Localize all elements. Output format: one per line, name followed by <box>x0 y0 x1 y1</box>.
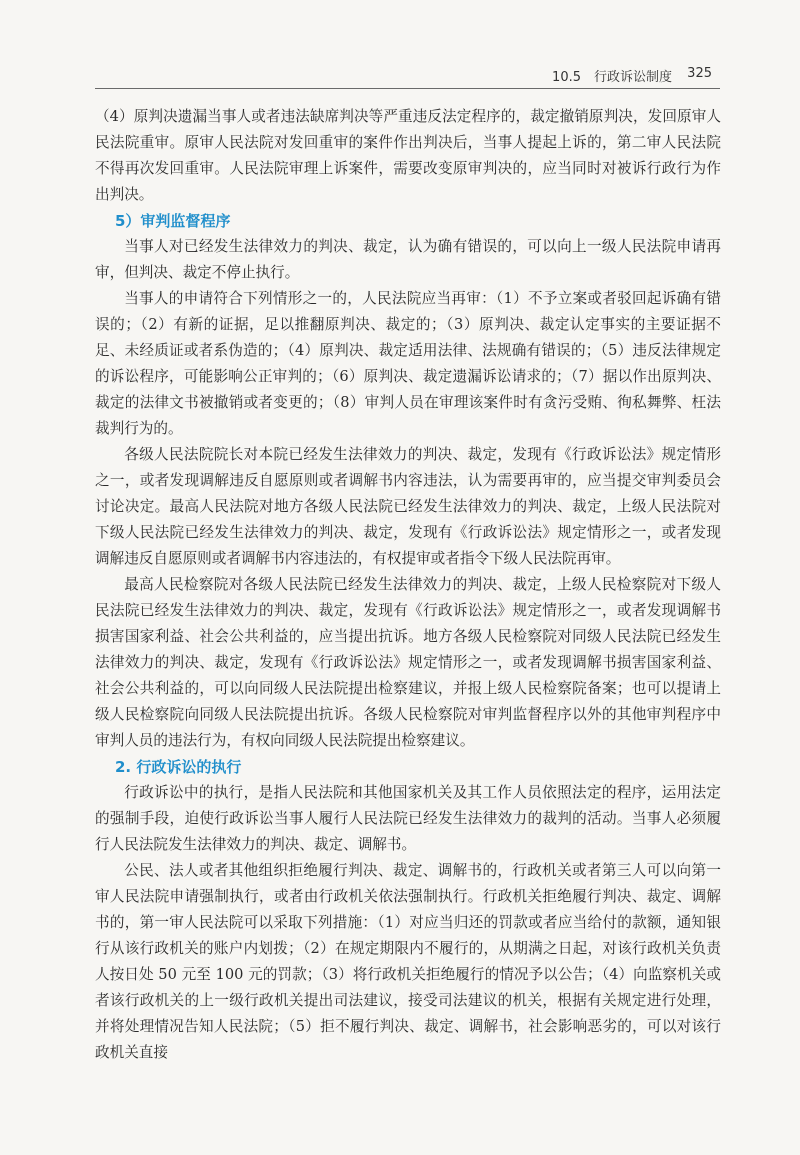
running-head-section: 10.5 行政诉讼制度 <box>552 70 672 85</box>
paragraph: 最高人民检察院对各级人民法院已经发生法律效力的判决、裁定，上级人民检察院对下级人民法院已经发生法律效力的判决、裁定，发现有《行政诉讼法》规定情形之一，或者发现调解书损害国家利益、社会公共利益的，应当提出抗诉。地方各级人民检察院对同级人民法院已经发生法律效力的判决、裁定，发现有《行政诉讼法》规定情形之一，或者发现调解书损害国家利益、社会公共利益的，可以向同级人民法院提出检察建议，并报上级人民检察院备案；也可以提请上级人民检察院向同级人民法院提出抗诉。各级人民检察院对审判监督程序以外的其他审判程序中审判人员的违法行为，有权向同级人民法院提出检察建议。 <box>95 576 721 749</box>
paragraph: 各级人民法院院长对本院已经发生法律效力的判决、裁定，发现有《行政诉讼法》规定情形之一，或者发现调解违反自愿原则或者调解书内容违法，认为需要再审的，应当提交审判委员会讨论决定。最高人民法院对地方各级人民法院已经发生法律效力的判决、裁定，上级人民法院对下级人民法院已经发生法律效力的判决、裁定，发现有《行政诉讼法》规定情形之一，或者发现调解违反自愿原则或者调解书内容违法的，有权提审或者指令下级人民法院再审。 <box>95 446 721 567</box>
heading-enforcement: 2. 行政诉讼的执行 <box>115 758 242 776</box>
paragraph: 行政诉讼中的执行，是指人民法院和其他国家机关及其工作人员依照法定的程序，运用法定的强制手段，迫使行政诉讼当事人履行人民法院已经发生法律效力的裁判的活动。当事人必须履行人民法院发生法律效力的判决、裁定、调解书。 <box>95 784 721 853</box>
paragraph: 当事人对已经发生法律效力的判决、裁定，认为确有错误的，可以向上一级人民法院申请再审，但判决、裁定不停止执行。 <box>95 238 721 281</box>
paragraph: 当事人的申请符合下列情形之一的，人民法院应当再审：（1）不予立案或者驳回起诉确有错误的；（2）有新的证据，足以推翻原判决、裁定的；（3）原判决、裁定认定事实的主要证据不足、未经质证或者系伪造的；（4）原判决、裁定适用法律、法规确有错误的；（5）违反法律规定的诉讼程序，可能影响公正审判的；（6）原判决、裁定遗漏诉讼请求的；（7）据以作出原判决、裁定的法律文书被撤销或者变更的；（8）审判人员在审理该案件时有贪污受贿、徇私舞弊、枉法裁判行为的。 <box>95 290 721 437</box>
header-rule <box>95 88 720 89</box>
paragraph: 公民、法人或者其他组织拒绝履行判决、裁定、调解书的，行政机关或者第三人可以向第一审人民法院申请强制执行，或者由行政机关依法强制执行。行政机关拒绝履行判决、裁定、调解书的，第一审人民法院可以采取下列措施：（1）对应当归还的罚款或者应当给付的款额，通知银行从该行政机关的账户内划拨；（2）在规定期限内不履行的，从期满之日起，对该行政机关负责人按日处 50 元至 100 元的罚款；（3）将行政机关拒绝履行的情况予以公告；（4）向监察机关或者该行政机关的上一级行政机关提出司法建议，接受司法建议的机关，根据有关规定进行处理，并将处理情况告知人民法院；（5）拒不履行判决、裁定、调解书，社会影响恶劣的，可以对该行政机关直接 <box>95 862 721 1061</box>
page-header <box>0 58 800 88</box>
subheading-trial-supervision: 5）审判监督程序 <box>115 212 231 230</box>
paragraph-continued: （4）原判决遗漏当事人或者违法缺席判决等严重违反法定程序的，裁定撤销原判决，发回原审人民法院重审。原审人民法院对发回重审的案件作出判决后，当事人提起上诉的，第二审人民法院不得再次发回重审。人民法院审理上诉案件，需要改变原审判决的，应当同时对被诉行政行为作出判决。 <box>95 108 721 203</box>
page-number: 325 <box>687 66 712 81</box>
page-body <box>95 104 721 1066</box>
